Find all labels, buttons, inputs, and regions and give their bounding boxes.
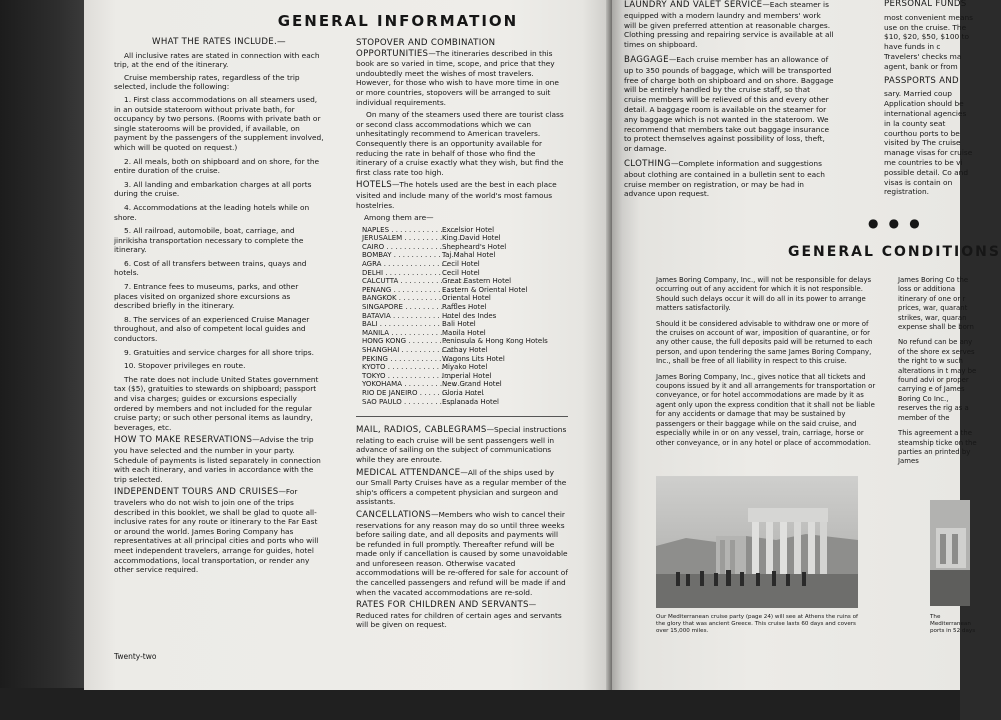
rates-item: 5. All railroad, automobile, boat, carriage, and jinrikisha transportation necessary to complete the itinerary. — [114, 226, 304, 255]
clothing-text: —Complete information and suggestions about clothing are contained in a bulletin sent to each cruise member on registration, or may be had in advance upon request. — [624, 158, 825, 199]
independent-text: —For travelers who do not wish to join one of the trips described in this booklet, we shall be glad to quote all-inclusive rates for any route or itinerary to the Far East or around the world. James Boring Company has representatives at all principal cities and ports who will meet independent travelers, arrange for guides, hotel accommodations, local transportation, or render any other service required. — [114, 487, 319, 575]
hotel-name: Gloria Hotel — [442, 388, 484, 397]
hotel-name: Wagons Lits Hotel — [442, 354, 505, 363]
hotel-city: SHANGHAI . . . — [362, 346, 442, 355]
passports-section — [884, 77, 974, 198]
hotel-city: BANGKOK . . . — [362, 294, 442, 303]
hotel-name: Oriental Hotel — [442, 294, 491, 303]
hotel-row — [362, 398, 568, 407]
hotel-name: New Grand Hotel — [442, 380, 502, 389]
rates-item: 9. Gratuities and service charges for all shore trips. — [124, 347, 314, 357]
hotel-name: Raffles Hotel — [442, 303, 487, 312]
reservations-text: —Advise the trip you have selected and the number in your party. Schedule of payments is listed separately in connection with each itinerary, and varies in accordance with the trip selected. — [114, 435, 321, 484]
laundry-text: —Each steamer is equipped with a modern laundry and members' work will be given preferred attention at reasonable charges. Clothing pressing and repairing service is available at all times on shipboard. — [624, 0, 834, 50]
rates-item: 4. Accommodations at the leading hotels while on shore. — [114, 202, 310, 222]
cancellations-text: —Members who wish to cancel their reservations for any reason may do so until three weeks before sailing date, and all deposits and payments will be refunded in full promptly. Thereafter refund will be made only if cancellation is caused by some unavoidable and unforeseen reason. Otherwise vacated accommodations will be re-offered for sale for account of the cancelled passengers and refund will be made if and when the vacated accommodations are re-sold. — [356, 509, 568, 597]
conditions-column-2 — [898, 276, 978, 473]
hotel-name: Esplanada Hotel — [442, 397, 499, 406]
hotel-name: Miyako Hotel — [442, 363, 488, 372]
rates-item: 10. Stopover privileges en route. — [124, 361, 246, 371]
hotel-name: Eastern & Oriental Hotel — [442, 285, 528, 294]
hotel-name: Hotel des Indes — [442, 311, 497, 320]
conditions-title: GENERAL CONDITIONS — [788, 244, 1001, 260]
hotel-city: DELHI . . . — [362, 269, 442, 278]
left-column-1 — [114, 38, 324, 578]
rates-membership: Cruise membership rates, regardless of the trip selected, include the following: — [114, 72, 300, 92]
hotel-city: YOKOHAMA . . . — [362, 380, 442, 389]
clothing-section — [624, 159, 834, 199]
hotel-city: CALCUTTA . . . — [362, 277, 442, 286]
conditions-paragraph: No refund can be any of the shore ex serves the right to w such alterations in t may be found advi or proper carrying e of James Boring Co Inc., reserves the rig as a member of the — [898, 338, 977, 422]
cancellations-section — [356, 510, 568, 597]
stopover-heading: STOPOVER AND COMBINATION OPPORTUNITIES — [356, 38, 496, 59]
hotel-row — [362, 337, 568, 346]
hotel-row — [362, 243, 568, 252]
rates-item: 6. Cost of all transfers between trains, quays and hotels. — [114, 258, 307, 278]
right-column-1 — [624, 0, 834, 204]
photo-caption: Our Mediterranean cruise party (page 24) will see at Athens the ruins of the glory that was ancient Greece. This cruise lasts 60 days and covers over 15,000 miles. — [656, 614, 859, 634]
table-background-left — [0, 0, 84, 720]
hotel-row — [362, 269, 568, 278]
hotels-section — [356, 180, 568, 210]
photo-caption-2: The Mediterranean ports in 52 days — [930, 614, 976, 634]
hotel-city: JERUSALEM . . . — [362, 234, 442, 243]
stopover-text-2: On many of the steamers used there are tourist class or second class accommodations which we can unhesitatingly recommend to American travelers. Consequently there is an opportunity available for reducing the rate in behalf of those who find the itinerary of a cruise exactly what they wish, but find the first class rate too high. — [356, 110, 564, 177]
hotel-row — [362, 363, 568, 372]
mail-text: —Special instructions relating to each cruise will be sent passengers well in advance of sailing on the subject of communications while they are enroute. — [356, 425, 567, 464]
cancellations-heading: CANCELLATIONS — [356, 509, 432, 520]
section-divider — [356, 416, 568, 417]
medical-heading: MEDICAL ATTENDANCE — [356, 467, 461, 478]
hotel-city: BOMBAY . . . — [362, 251, 442, 260]
baggage-heading: BAGGAGE — [624, 54, 669, 65]
conditions-paragraph: This agreement a the steamship ticke on the parties an printed by James — [898, 429, 977, 466]
hotel-city: BATAVIA . . . — [362, 312, 442, 321]
section-ornament: ● ● ● — [868, 216, 923, 230]
right-column-2 — [884, 0, 974, 202]
hotel-row — [362, 380, 568, 389]
page-number: Twenty-two — [114, 652, 157, 661]
rates-item: 2. All meals, both on shipboard and on shore, for the entire duration of the cruise. — [114, 156, 320, 176]
photo-illustration-2 — [930, 500, 970, 606]
hotel-name: Peninsula & Hong Kong Hotels — [442, 337, 548, 346]
hotel-row — [362, 234, 568, 243]
hotel-city: MANILA . . . — [362, 329, 442, 338]
hotel-row — [362, 251, 568, 260]
second-photo — [930, 500, 970, 606]
photo-illustration — [656, 476, 858, 608]
hotel-name: Bali Hotel — [442, 320, 476, 329]
hotel-city: KYOTO . . . — [362, 363, 442, 372]
hotel-name: Manila Hotel — [442, 328, 486, 337]
right-page — [612, 0, 1001, 690]
mail-heading: MAIL, RADIOS, CABLEGRAMS — [356, 425, 487, 436]
hotel-city: NAPLES . . . — [362, 226, 442, 235]
hotel-row — [362, 372, 568, 381]
hotel-name: Taj Mahal Hotel — [442, 251, 496, 260]
reservations-section — [114, 435, 324, 484]
medical-section — [356, 468, 568, 507]
hotel-row — [362, 294, 568, 303]
hotel-city: RIO DE JANEIRO . . . — [362, 389, 442, 398]
conditions-paragraph: James Boring Co the loss or additiona itinerary of one or r prices, war, quarant strikes, war, quaran expense shall be born — [898, 276, 974, 332]
hotel-row — [362, 355, 568, 364]
hotel-name: Great Eastern Hotel — [442, 277, 512, 286]
hotel-row — [362, 312, 568, 321]
hotel-name: Cecil Hotel — [442, 268, 480, 277]
baggage-text: —Each cruise member has an allowance of up to 350 pounds of baggage, which will be transported free of charge both on shipboard and on shore. Baggage will be entirely handled by the cruise staff, so that cruise members will be relieved of this and every other detail. A baggage room is available on the steamer for any baggage which is not wanted in the stateroom. We recommend that members take out baggage insurance to protect themselves against possibility of loss, theft, or damage. — [624, 54, 834, 154]
hotel-row — [362, 260, 568, 269]
hotel-name: Cecil Hotel — [442, 260, 480, 269]
independent-section — [114, 487, 324, 574]
laundry-section — [624, 0, 834, 50]
hotel-row — [362, 286, 568, 295]
rates-item: 1. First class accommodations on all steamers used, in an outside stateroom without private bath, for occupancy by two persons. (Rooms with private bath or single staterooms will be provided, if available, on payment by the passengers of the supplement involved, which will be quoted on request.) — [114, 94, 324, 152]
children-text: —Reduced rates for children of certain ages and servants will be given on request. — [356, 600, 562, 630]
personal-funds-heading: PERSONAL FUNDS — [884, 0, 967, 9]
clothing-heading: CLOTHING — [624, 158, 671, 169]
laundry-heading: LAUNDRY AND VALET SERVICE — [624, 0, 763, 10]
hotel-name: Cathay Hotel — [442, 346, 488, 354]
reservations-heading: HOW TO MAKE RESERVATIONS — [114, 435, 253, 446]
hotel-city: PEKING . . . — [362, 355, 442, 364]
passports-text: sary. Married coup Application should be international agencies in la county seat courthou ports to be visited by The cruise manage visas for cruise me countries to be vi possible detail. Co and visas is contain on registration. — [884, 89, 973, 197]
hotel-name: Shepheard's Hotel — [442, 242, 507, 251]
children-heading: RATES FOR CHILDREN AND SERVANTS — [356, 600, 529, 611]
page-title: GENERAL INFORMATION — [277, 12, 519, 30]
rates-item: 3. All landing and embarkation charges at all ports during the cruise. — [114, 179, 312, 199]
hotel-list — [362, 226, 568, 406]
conditions-paragraph: Should it be considered advisable to withdraw one or more of the cruises on account of war, imposition of quarantine, or for any other cause, the full deposits paid will be returned to each person, and upon tendering the same James Boring Company, Inc., shall be free of all liability in respect to this cruise. — [656, 319, 873, 366]
hotel-city: CAIRO . . . — [362, 243, 442, 252]
left-page — [84, 0, 614, 690]
stopover-text: —The itineraries described in this book are so varied in time, scope, and price that they undoubtedly meet the wishes of most travelers. However, for those who wish to have more time in one or more countries, stopovers will be arranged to suit individual requirements. — [356, 48, 559, 107]
hotel-city: BALI . . . — [362, 320, 442, 329]
passports-heading: PASSPORTS AND — [884, 75, 959, 86]
hotel-row — [362, 226, 568, 235]
rates-item: 8. The services of an experienced Cruise Manager throughout, and also of competent local guides and conductors. — [114, 314, 310, 344]
hotels-heading: HOTELS — [356, 180, 392, 191]
athens-ruins-photo — [656, 476, 858, 608]
hotel-row — [362, 346, 568, 355]
hotel-city: TOKYO . . . — [362, 372, 442, 381]
hotel-name: King David Hotel — [442, 234, 501, 243]
stopover-section — [356, 38, 568, 107]
hotel-city: PENANG . . . — [362, 286, 442, 295]
hotel-row — [362, 277, 568, 286]
hotel-name: Imperial Hotel — [442, 371, 492, 380]
hotel-row — [362, 320, 568, 329]
medical-text: —All of the ships used by our Small Party Cruises have as a regular member of the ship's officers a competent physician and surgeon and assistants. — [356, 467, 567, 507]
personal-funds-section — [884, 0, 974, 72]
mail-section — [356, 425, 568, 464]
hotels-text: —The hotels used are the best in each place visited and include many of the world's most famous hostelries. — [356, 180, 557, 210]
hotel-city: SINGAPORE . . . — [362, 303, 442, 312]
hotel-city: HONG KONG . . . — [362, 337, 442, 346]
hotel-row — [362, 329, 568, 338]
children-section — [356, 600, 568, 630]
rates-heading: WHAT THE RATES INCLUDE.— — [152, 37, 286, 47]
rates-intro: All inclusive rates are stated in connection with each trip, at the end of the itinerary. — [114, 50, 320, 70]
personal-funds-text: most convenient means use on the cruise. The $10, $20, $50, $100 to have funds in c Travelers' checks ma agent, bank or from — [884, 12, 974, 71]
table-background-bottom — [0, 688, 960, 720]
conditions-paragraph: James Boring Company, Inc., will not be responsible for delays occurring out of any accident for which it is not responsible. Should such delays occur it will do all in its power to arrange matters satisfactorily. — [656, 276, 872, 313]
independent-heading: INDEPENDENT TOURS AND CRUISES — [114, 487, 279, 498]
hotel-row — [362, 389, 568, 398]
left-column-2 — [356, 38, 568, 633]
hotel-name: Excelsior Hotel — [442, 225, 495, 234]
rates-exclusions: The rate does not include United States government tax ($5), gratuities to stewards on shipboard; passport and visa charges; guides or excursions especially ordered by members and not included for the regular cruise party; or such other personal items as laundry, beverages, etc. — [114, 374, 319, 432]
conditions-paragraph: James Boring Company, Inc., gives notice that all tickets and coupons issued by it and all arrangements for transportation or conveyance, or for hotel accommodations are made by it as agent only upon the express condition that it shall not be liable for any accidents or damage that may be sustained by passengers or their baggage while on the said cruise, and especially while in or on any vessel, train, carriage, horse or other conveyance, or in any hotel or place of accommodation. — [656, 372, 876, 447]
hotel-city: AGRA . . . — [362, 260, 442, 269]
hotel-row — [362, 303, 568, 312]
rates-item: 7. Entrance fees to museums, parks, and other places visited on organized shore excursions as described briefly in the itinerary. — [114, 282, 299, 311]
baggage-section — [624, 55, 834, 154]
conditions-column-1 — [656, 276, 878, 454]
hotel-city: SAO PAULO . . . — [362, 398, 442, 407]
hotels-intro: Among them are— — [364, 213, 434, 223]
